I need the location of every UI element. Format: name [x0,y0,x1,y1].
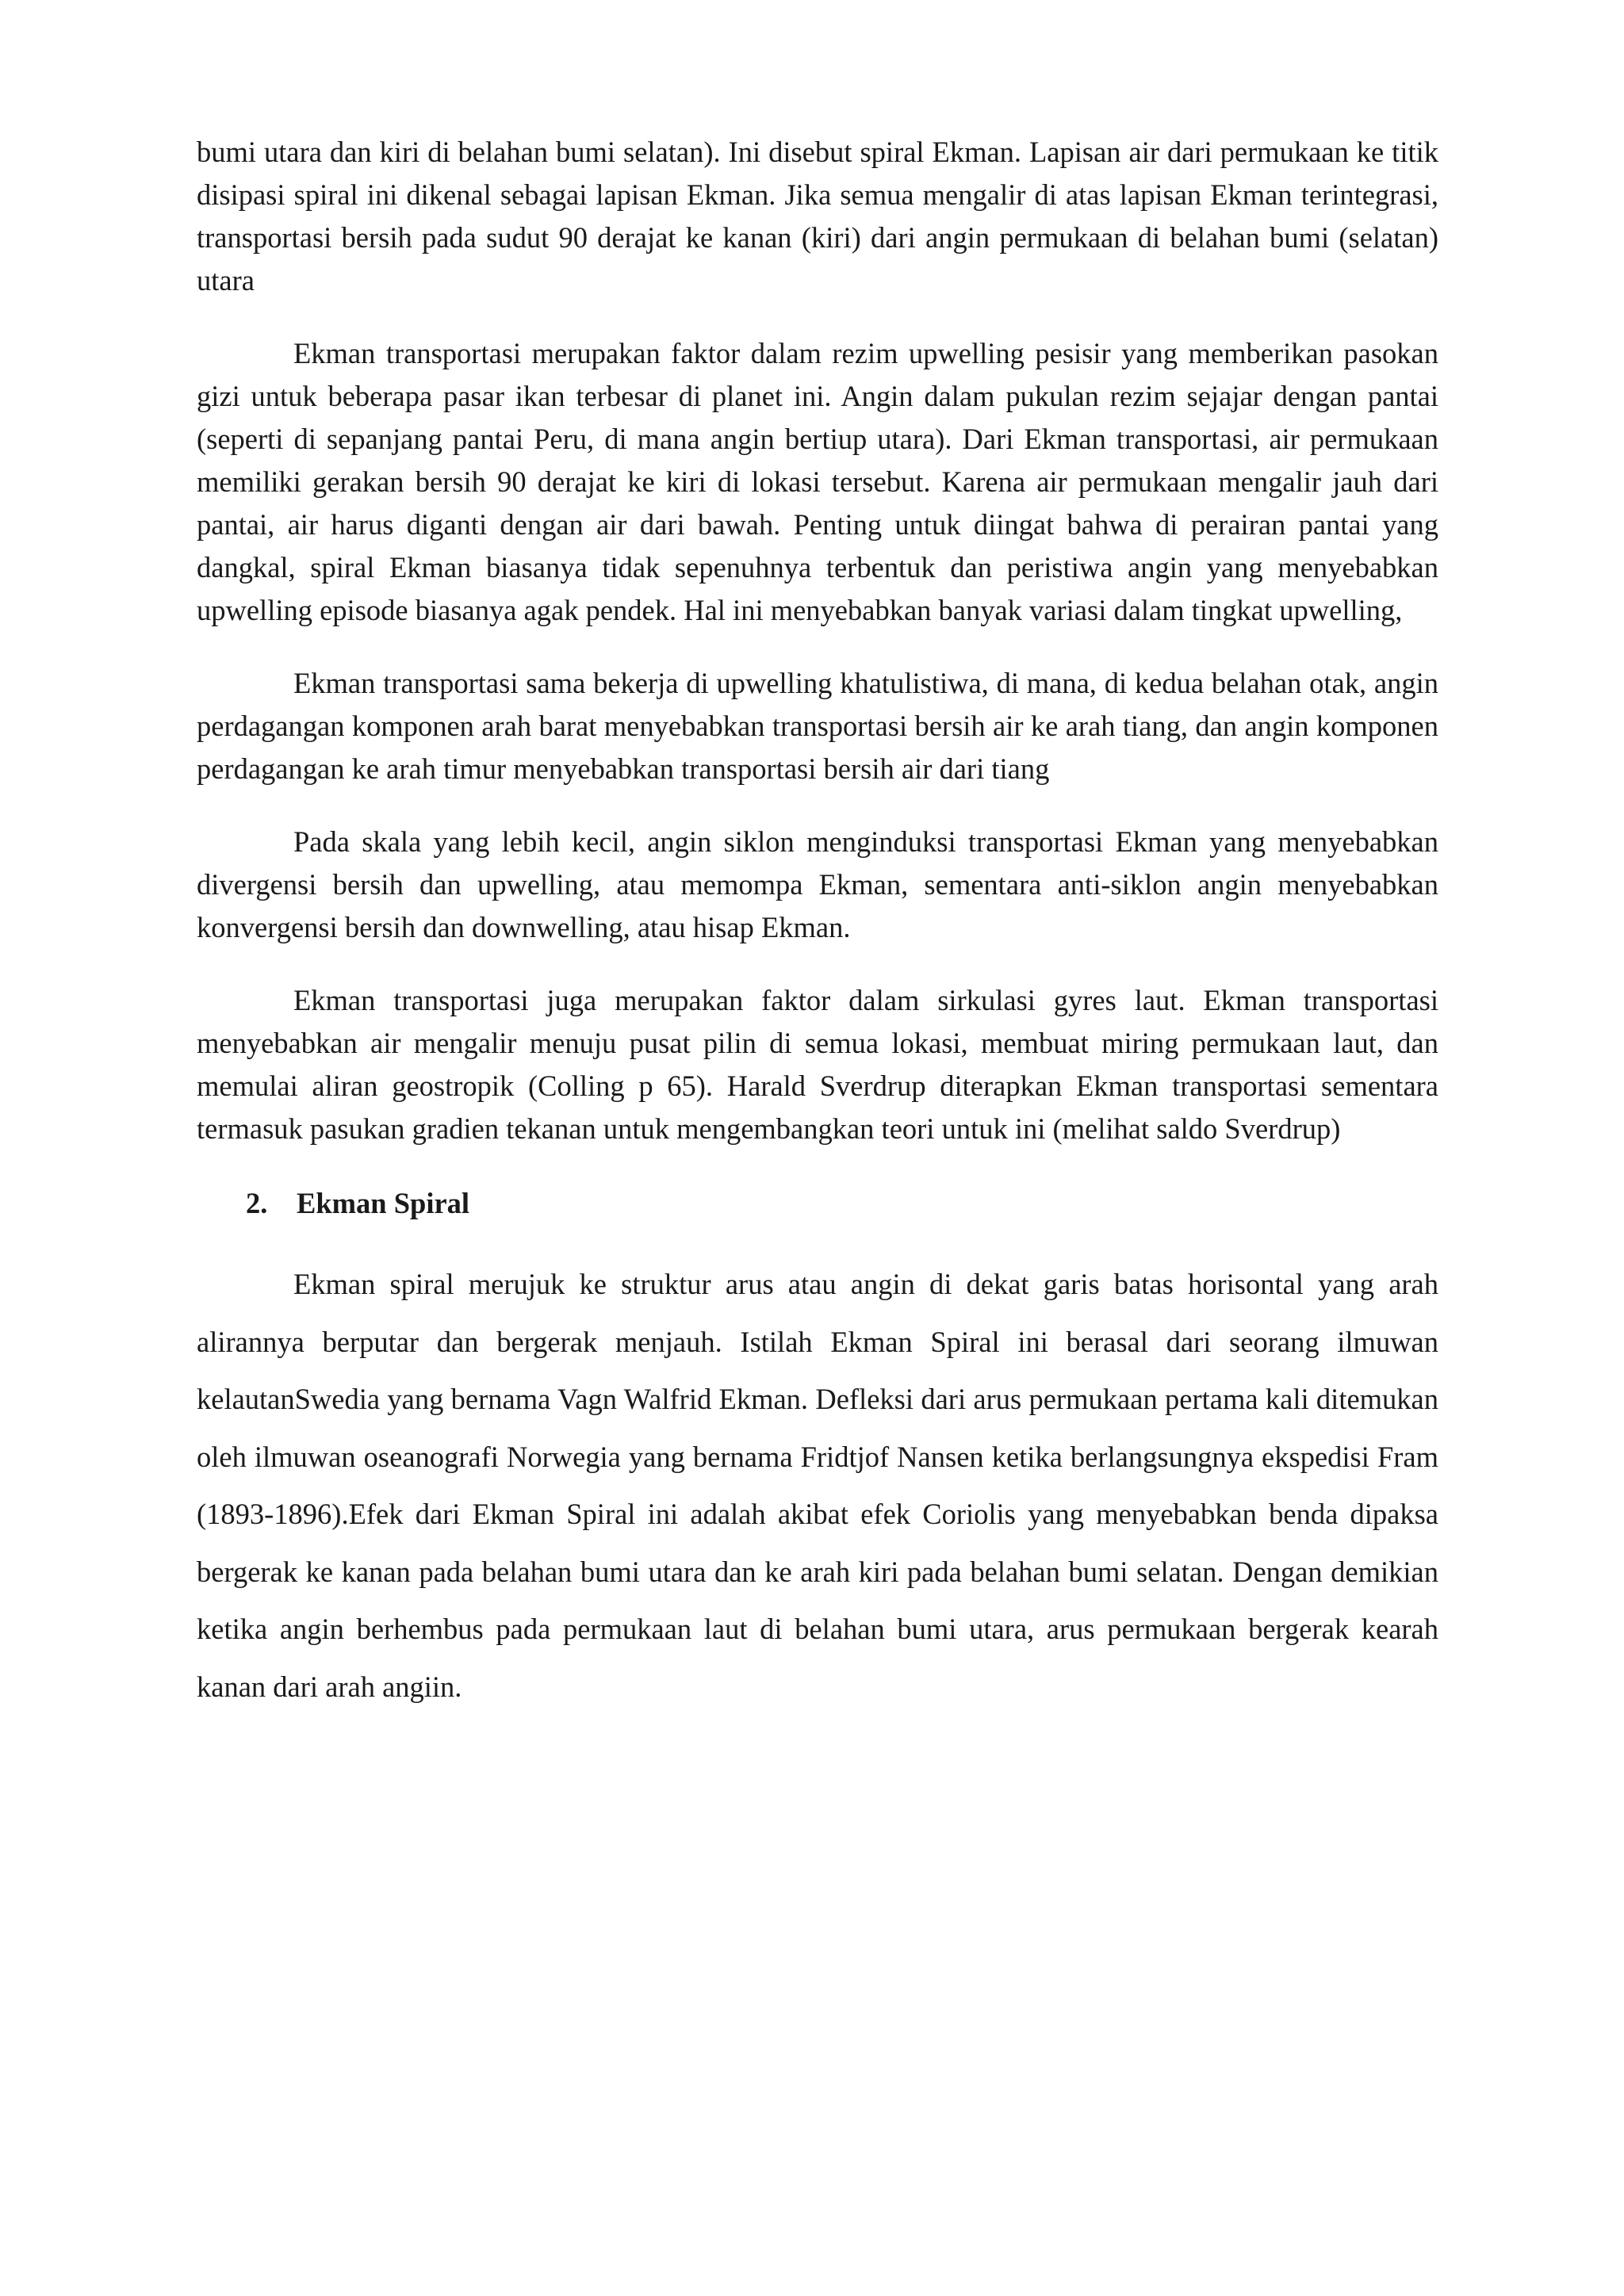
section-heading [197,1182,1438,1225]
section-number: 2. [246,1187,268,1219]
paragraph-equatorial-upwelling: Ekman transportasi sama bekerja di upwelling khatulistiwa, di mana, di kedua belahan otak, angin perdagangan komponen arah barat menyebabkan transportasi bersih air ke arah tiang, dan angin komponen perdagangan ke arah timur menyebabkan transportasi bersih air dari tiang [197,667,1438,785]
paragraph-ekman-spiral-definition: Ekman spiral merujuk ke struktur arus atau angin di dekat garis batas horisontal yang arah alirannya berputar dan bergerak menjauh. Istilah Ekman Spiral ini berasal dari seorang ilmuwan kelautanSwedia yang bernama Vagn Walfrid Ekman. Defleksi dari arus permukaan pertama kali ditemukan oleh ilmuwan oseanografi Norwegia yang bernama Fridtjof Nansen ketika berlangsungnya ekspedisi Fram (1893-1896).Efek dari Ekman Spiral ini adalah akibat efek Coriolis yang menyebabkan benda dipaksa bergerak ke kanan pada belahan bumi utara dan ke arah kiri pada belahan bumi selatan. Dengan demikian ketika angin berhembus pada permukaan laut di belahan bumi utara, arus permukaan bergerak kearah kanan dari arah angiin. [197,1268,1438,1703]
paragraph-coastal-upwelling: Ekman transportasi merupakan faktor dalam rezim upwelling pesisir yang memberikan pasokan gizi untuk beberapa pasar ikan terbesar di planet ini. Angin dalam pukulan rezim sejajar dengan pantai (seperti di sepanjang pantai Peru, di mana angin bertiup utara). Dari Ekman transportasi, air permukaan memiliki gerakan bersih 90 derajat ke kiri di lokasi tersebut. Karena air permukaan mengalir jauh dari pantai, air harus diganti dengan air dari bawah. Penting untuk diingat bahwa di perairan pantai yang dangkal, spiral Ekman biasanya tidak sepenuhnya terbentuk dan peristiwa angin yang menyebabkan upwelling episode biasanya agak pendek. Hal ini menyebabkan banyak variasi dalam tingkat upwelling, [197,337,1438,626]
paragraph-ekman-spiral-intro: bumi utara dan kiri di belahan bumi selatan). Ini disebut spiral Ekman. Lapisan air dari permukaan ke titik disipasi spiral ini dikenal sebagai lapisan Ekman. Jika semua mengalir di atas lapisan Ekman terintegrasi, transportasi bersih pada sudut 90 derajat ke kanan (kiri) dari angin permukaan di belahan bumi (selatan) utara [197,136,1438,297]
paragraph-ocean-gyres: Ekman transportasi juga merupakan faktor dalam sirkulasi gyres laut. Ekman transportasi menyebabkan air mengalir menuju pusat pilin di semua lokasi, membuat miring permukaan laut, dan memulai aliran geostropik (Colling p 65). Harald Sverdrup diterapkan Ekman transportasi sementara termasuk pasukan gradien tekanan untuk mengembangkan teori untuk ini (melihat saldo Sverdrup) [197,984,1438,1145]
document-page [197,131,1438,1716]
paragraph-ekman-pumping: Pada skala yang lebih kecil, angin siklon menginduksi transportasi Ekman yang menyebabkan divergensi bersih dan upwelling, atau memompa Ekman, sementara anti-siklon angin menyebabkan konvergensi bersih dan downwelling, atau hisap Ekman. [197,825,1438,943]
section-title: Ekman Spiral [297,1187,470,1219]
